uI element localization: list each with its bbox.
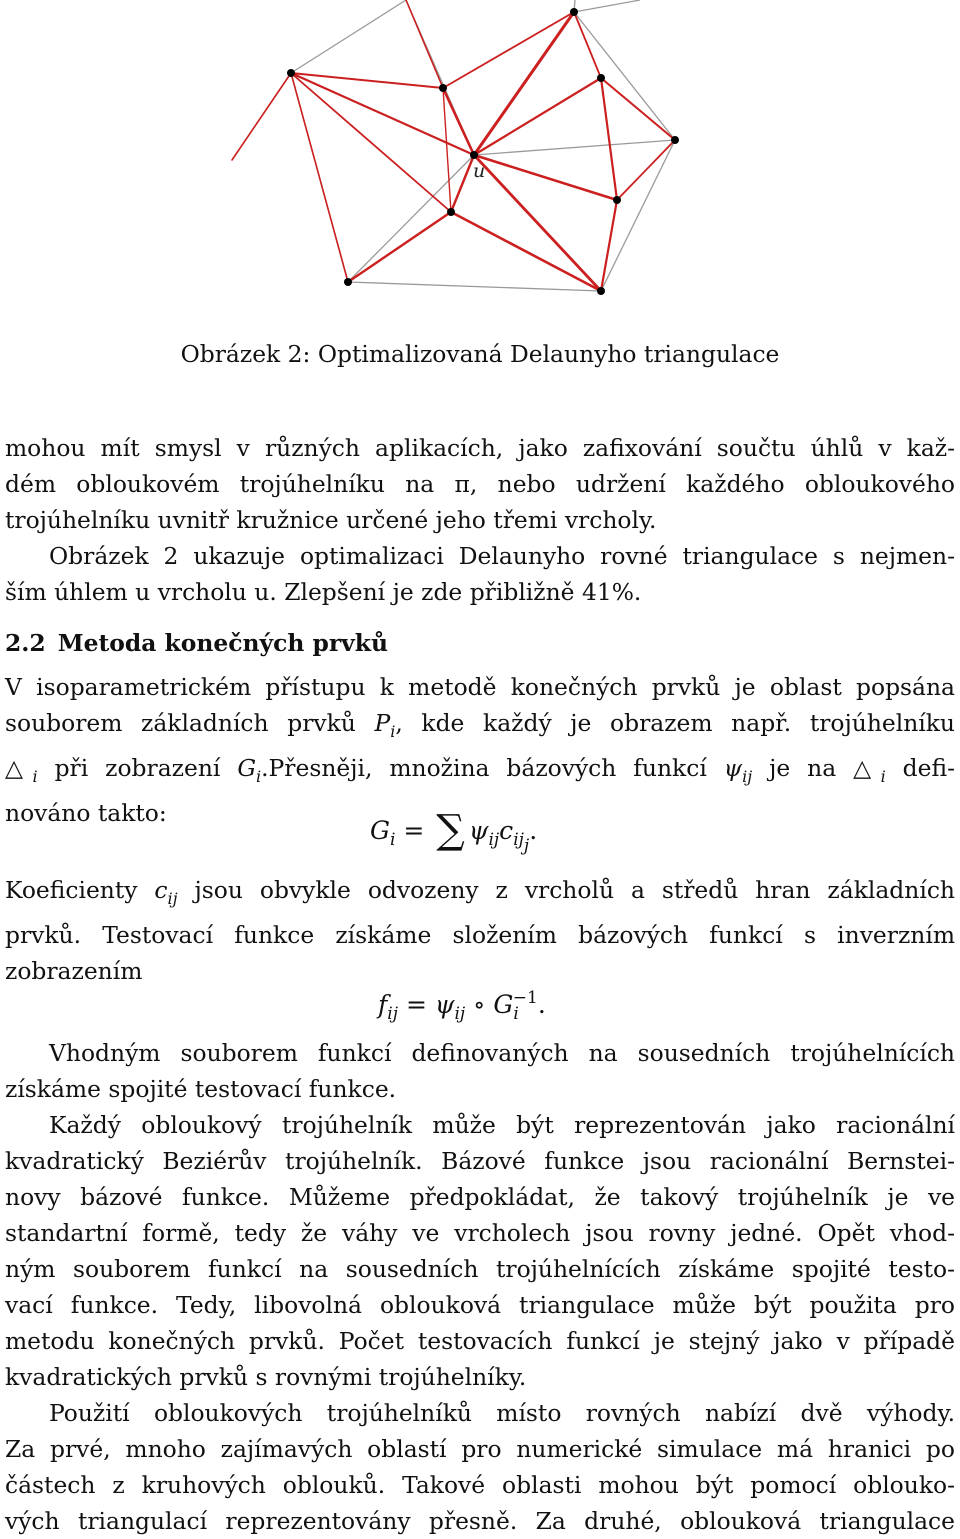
text-run: , kde každý je obrazem např. trojúhelníku xyxy=(395,709,955,737)
triangle-symbol: △ xyxy=(5,754,33,782)
eq-symbol: ψ xyxy=(468,816,489,845)
text-line: metodu konečných prvků. Počet testovacích funkcí je stejný jako v případě xyxy=(5,1327,955,1355)
vertex xyxy=(597,287,605,295)
text-line: Za prvé, mnoho zajímavých oblastí pro numerické simulace má hranici po xyxy=(5,1435,955,1463)
equation-1 xyxy=(370,807,538,864)
vertex xyxy=(287,69,295,77)
equation-2 xyxy=(378,980,546,1032)
text-line: kvadratických prvků s rovnými trojúhelníky. xyxy=(5,1363,527,1391)
text-line xyxy=(5,705,955,750)
text-line: Každý obloukový trojúhelník může být reprezentován jako racionální xyxy=(49,1111,955,1139)
eq-symbol: ψ xyxy=(434,990,455,1019)
paragraph-4 xyxy=(5,872,955,989)
vertex xyxy=(447,208,455,216)
subscript: ij xyxy=(167,889,178,908)
subscript: i xyxy=(256,767,262,786)
triangle-symbol: △ xyxy=(853,754,881,782)
subscript: i xyxy=(390,722,396,741)
text-line: Použití obloukových trojúhelníků místo rovných nabízí dvě výhody. xyxy=(49,1399,955,1427)
paragraph-5 xyxy=(5,1035,955,1107)
vertex xyxy=(570,8,578,16)
text-run: Koeficienty xyxy=(5,876,155,904)
symbol-p: P xyxy=(374,709,391,737)
section-number: 2.2 xyxy=(5,629,46,657)
text-line: získáme spojité testovací funkce. xyxy=(5,1075,397,1103)
eq-subscript: i xyxy=(513,1004,519,1024)
vertex xyxy=(344,278,352,286)
subscript: i xyxy=(32,767,38,786)
paragraph-6 xyxy=(5,1107,955,1395)
eq-subscript: ij xyxy=(454,1004,466,1024)
eq-superscript: −1 xyxy=(512,988,538,1008)
figure-caption: Obrázek 2: Optimalizovaná Delaunyho triangulace xyxy=(180,340,780,368)
eq-symbol: G xyxy=(493,990,514,1019)
text-run: defi- xyxy=(885,754,955,782)
triangulation-figure xyxy=(0,0,960,310)
eq-symbol: f xyxy=(378,990,388,1019)
eq-subscript: ij xyxy=(513,830,524,850)
text-line: prvků. Testovací funkce získáme složením bázových funkcí s inverzním xyxy=(5,921,955,949)
subscript: ij xyxy=(742,767,753,786)
text-run: .Přesněji, množina bázových funkcí xyxy=(261,754,724,782)
vertex xyxy=(671,136,679,144)
eq-subscript: ij xyxy=(387,1004,398,1024)
text-line: standartní formě, tedy že váhy ve vrcholech jsou rovny jedné. Opět vhod- xyxy=(5,1219,955,1247)
text-line: ným souborem funkcí na sousedních trojúhelnících získáme spojité testo- xyxy=(5,1255,955,1283)
text-line: částech z kruhových oblouků. Takové oblasti mohou být pomocí oblouko- xyxy=(5,1471,955,1499)
text-line: nováno takto: xyxy=(5,799,167,827)
eq-period: . xyxy=(529,816,538,845)
text-line: vých triangulací reprezentovány přesně. Za druhé, oblouková triangulace xyxy=(5,1507,955,1535)
subscript: i xyxy=(880,767,886,786)
eq-subsubscript: j xyxy=(523,836,530,856)
text-line: zobrazením xyxy=(5,957,143,985)
eq-equals: = xyxy=(405,990,427,1019)
text-line: vací funkce. Tedy, libovolná oblouková triangulace může být použita pro xyxy=(5,1291,955,1319)
text-line: mohou mít smysl v různých aplikacích, jako zafixování součtu úhlů v kaž- xyxy=(5,434,955,462)
paragraph-3 xyxy=(5,669,955,831)
text-line: Vhodným souborem funkcí definovaných na sousedních trojúhelnících xyxy=(49,1039,955,1067)
symbol-g: G xyxy=(237,754,256,782)
vertex xyxy=(597,74,605,82)
text-line: Obrázek 2 ukazuje optimalizaci Delaunyho rovné triangulace s nejmen- xyxy=(49,542,955,570)
eq-subscript: i xyxy=(389,830,396,850)
text-line: dém obloukovém trojúhelníku na π, nebo udržení každého obloukového xyxy=(5,470,955,498)
vertex xyxy=(439,84,447,92)
text-line: kvadratický Beziérův trojúhelník. Bázové funkce jsou racionální Bernstei- xyxy=(5,1147,955,1175)
text-run: při zobrazení xyxy=(54,754,238,782)
text-line xyxy=(5,750,955,795)
eq-period: . xyxy=(537,990,546,1019)
section-title: Metoda konečných prvků xyxy=(57,629,388,657)
paragraph-2 xyxy=(5,538,955,610)
vertex-u xyxy=(470,151,478,159)
text-line: V isoparametrickém přístupu k metodě konečných prvků je oblast popsána xyxy=(5,673,955,701)
text-run: jsou obvykle odvozeny z vrcholů a středů hran základních xyxy=(177,876,955,904)
section-heading xyxy=(5,625,388,661)
text-line: trojúhelníku uvnitř kružnice určené jeho třemi vrcholy. xyxy=(5,506,657,534)
eq-symbol: c xyxy=(499,816,514,845)
sum-symbol: ∑ xyxy=(436,807,465,853)
eq-equals: = xyxy=(403,816,425,845)
symbol-psi: ψ xyxy=(723,754,743,782)
text-line: ším úhlem u vrcholu u. Zlepšení je zde přibližně 41%. xyxy=(5,578,642,606)
text-line: novy bázové funkce. Můžeme předpokládat, že takový trojúhelník je ve xyxy=(5,1183,955,1211)
paragraph-1 xyxy=(5,430,955,538)
text-run: je na xyxy=(752,754,854,782)
eq-symbol: G xyxy=(370,816,390,845)
text-line xyxy=(5,872,955,917)
paragraph-7 xyxy=(5,1395,955,1539)
vertex-u-label: u xyxy=(473,160,486,182)
eq-subscript: ij xyxy=(488,830,500,850)
symbol-c: c xyxy=(154,876,168,904)
vertex xyxy=(613,196,621,204)
eq-compose: ∘ xyxy=(473,990,486,1019)
text-run: souborem základních prvků xyxy=(5,709,375,737)
